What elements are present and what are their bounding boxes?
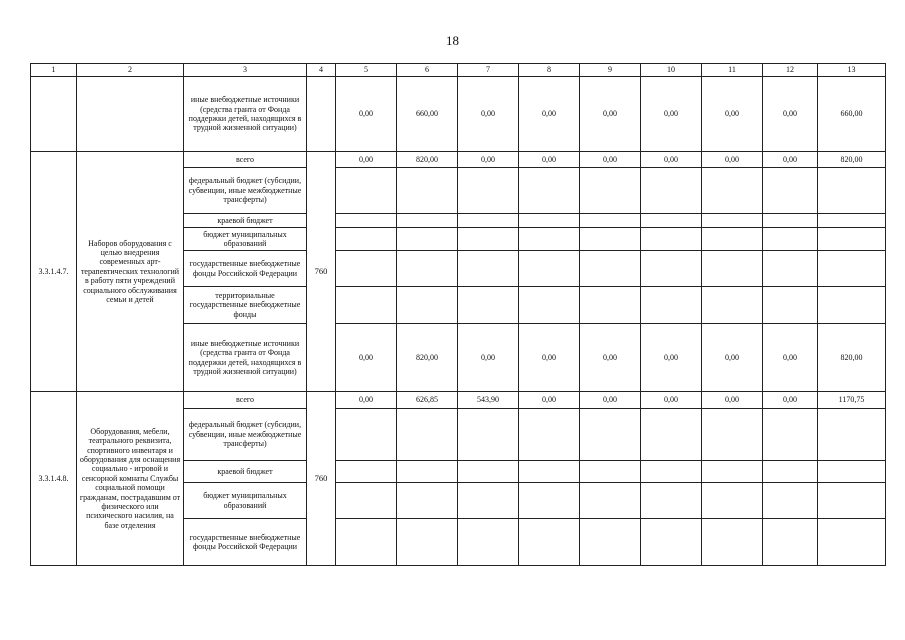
col-header: 1 bbox=[31, 64, 77, 77]
value-cell: 0,00 bbox=[763, 324, 818, 392]
col4-code: 760 bbox=[307, 152, 336, 392]
value-cell: 0,00 bbox=[458, 152, 519, 168]
table-row bbox=[31, 392, 886, 409]
source-cell: всего bbox=[184, 392, 307, 409]
col-header: 2 bbox=[77, 64, 184, 77]
value-cell: 0,00 bbox=[458, 324, 519, 392]
value-cell: 0,00 bbox=[763, 152, 818, 168]
table-row bbox=[31, 77, 886, 152]
value-cell: 0,00 bbox=[458, 77, 519, 152]
source-cell: государственные внебюджетные фонды Российской Федерации bbox=[184, 251, 307, 287]
col-header: 13 bbox=[818, 64, 886, 77]
source-cell: краевой бюджет bbox=[184, 461, 307, 483]
value-cell: 0,00 bbox=[641, 392, 702, 409]
source-cell: территориальные государственные внебюджетные фонды bbox=[184, 287, 307, 324]
value-cell: 820,00 bbox=[397, 324, 458, 392]
value-cell: 0,00 bbox=[763, 77, 818, 152]
value-cell: 0,00 bbox=[702, 152, 763, 168]
col-header: 5 bbox=[336, 64, 397, 77]
source-cell: бюджет муниципальных образований bbox=[184, 228, 307, 251]
value-cell: 0,00 bbox=[641, 324, 702, 392]
value-cell: 660,00 bbox=[397, 77, 458, 152]
value-cell: 0,00 bbox=[702, 77, 763, 152]
item-name: Наборов оборудования с целью внедрения современных арт-терапевтических технологий в работу пяти учреждений социального обслуживания семьи и детей bbox=[77, 152, 184, 392]
source-cell: бюджет муниципальных образований bbox=[184, 483, 307, 519]
value-cell: 0,00 bbox=[580, 152, 641, 168]
value-cell: 0,00 bbox=[336, 152, 397, 168]
value-cell: 0,00 bbox=[763, 392, 818, 409]
value-cell: 0,00 bbox=[641, 77, 702, 152]
value-cell: 0,00 bbox=[580, 77, 641, 152]
source-cell: федеральный бюджет (субсидии, субвенции, иные межбюджетные трансферты) bbox=[184, 409, 307, 461]
source-cell: федеральный бюджет (субсидии, субвенции, иные межбюджетные трансферты) bbox=[184, 168, 307, 214]
value-cell: 0,00 bbox=[519, 324, 580, 392]
value-cell: 0,00 bbox=[519, 152, 580, 168]
col-header: 6 bbox=[397, 64, 458, 77]
col-header: 10 bbox=[641, 64, 702, 77]
col-header: 3 bbox=[184, 64, 307, 77]
source-cell: государственные внебюджетные фонды Российской Федерации bbox=[184, 519, 307, 566]
page-number: 18 bbox=[446, 33, 459, 48]
header-row bbox=[31, 64, 886, 77]
col-header: 12 bbox=[763, 64, 818, 77]
value-cell: 0,00 bbox=[702, 324, 763, 392]
source-cell: иные внебюджетные источники (средства гранта от Фонда поддержки детей, находящихся в трудной жизненной ситуации) bbox=[184, 324, 307, 392]
item-code: 3.3.1.4.7. bbox=[31, 152, 77, 392]
item-code: 3.3.1.4.8. bbox=[31, 392, 77, 566]
col-header: 7 bbox=[458, 64, 519, 77]
col-header: 9 bbox=[580, 64, 641, 77]
value-cell: 820,00 bbox=[818, 152, 886, 168]
budget-table bbox=[30, 63, 886, 566]
value-cell: 0,00 bbox=[519, 392, 580, 409]
value-cell: 0,00 bbox=[702, 392, 763, 409]
col-header: 11 bbox=[702, 64, 763, 77]
value-cell: 0,00 bbox=[580, 392, 641, 409]
value-cell: 660,00 bbox=[818, 77, 886, 152]
source-cell: иные внебюджетные источники (средства гранта от Фонда поддержки детей, находящихся в трудной жизненной ситуации) bbox=[184, 77, 307, 152]
value-cell: 0,00 bbox=[641, 152, 702, 168]
col4-code: 760 bbox=[307, 392, 336, 566]
value-cell: 0,00 bbox=[336, 392, 397, 409]
value-cell: 0,00 bbox=[580, 324, 641, 392]
value-cell: 626,85 bbox=[397, 392, 458, 409]
value-cell: 0,00 bbox=[336, 324, 397, 392]
value-cell: 820,00 bbox=[397, 152, 458, 168]
value-cell: 0,00 bbox=[336, 77, 397, 152]
col-header: 4 bbox=[307, 64, 336, 77]
value-cell: 543,90 bbox=[458, 392, 519, 409]
value-cell: 1170,75 bbox=[818, 392, 886, 409]
item-name: Оборудования, мебели, театрального реквизита, спортивного инвентаря и оборудования для оснащения социально - игровой и сенсорной комнаты Службы социальной помощи гражданам, пострадавшим от физического или психического насилия, на базе отделения bbox=[77, 392, 184, 566]
col-header: 8 bbox=[519, 64, 580, 77]
table-row bbox=[31, 152, 886, 168]
value-cell: 820,00 bbox=[818, 324, 886, 392]
value-cell: 0,00 bbox=[519, 77, 580, 152]
source-cell: краевой бюджет bbox=[184, 214, 307, 228]
source-cell: всего bbox=[184, 152, 307, 168]
